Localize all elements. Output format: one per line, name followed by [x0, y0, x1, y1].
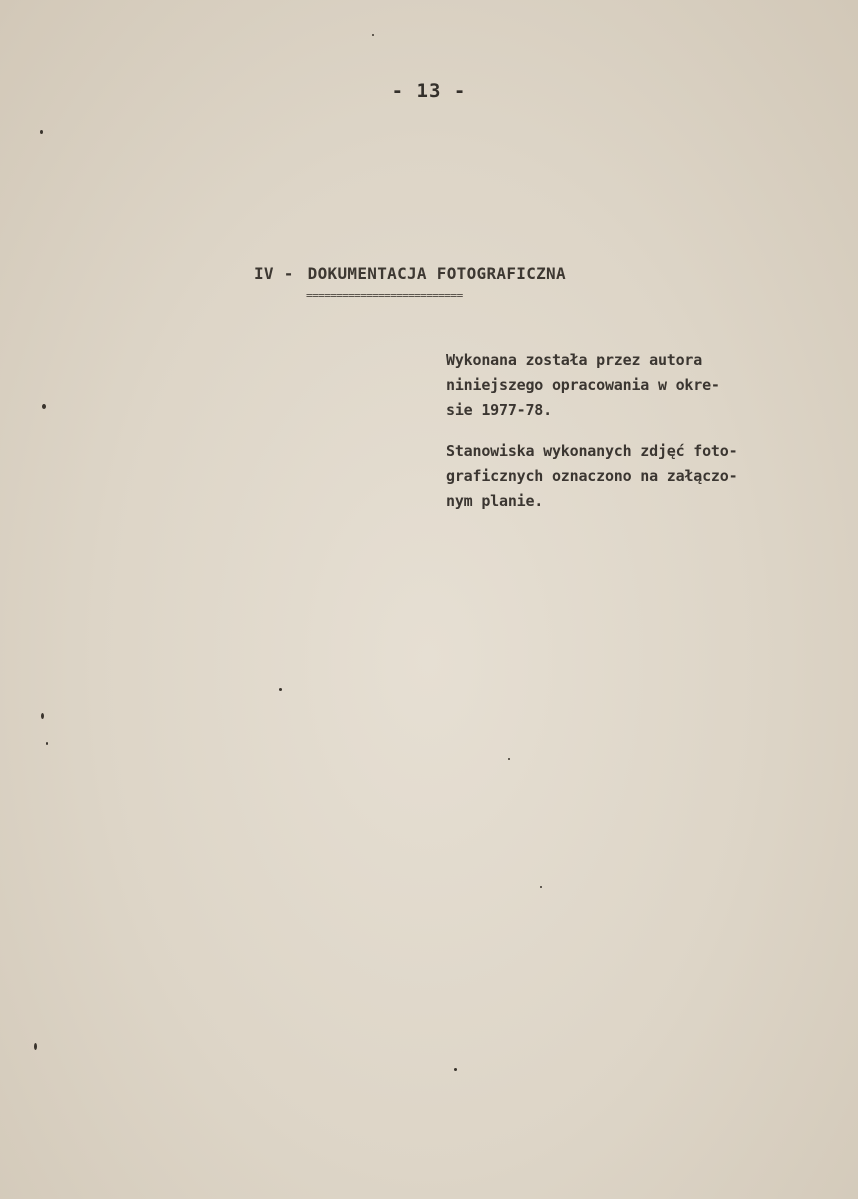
paragraph-line: sie 1977-78.: [446, 401, 552, 419]
paper-speck: [46, 742, 48, 745]
section-underline: ==========================: [306, 289, 463, 302]
paper-speck: [508, 758, 510, 760]
page-number: - 13 -: [391, 80, 467, 102]
paragraph-line: graficznych oznaczono na załączo-: [446, 467, 738, 485]
paper-speck: [34, 1043, 37, 1050]
paragraph-line: Wykonana została przez autora: [446, 351, 703, 369]
paper-speck: [40, 130, 43, 134]
paper-speck: [540, 886, 542, 888]
section-heading: [254, 264, 566, 283]
paragraph-photo-locations: [446, 439, 806, 514]
paragraph-line: nym planie.: [446, 492, 544, 510]
paragraph-line: niniejszego opracowania w okre-: [446, 376, 720, 394]
paragraph-photographer: [446, 348, 806, 423]
section-numeral: IV -: [254, 264, 294, 283]
paper-speck: [41, 713, 44, 719]
paragraph-line: Stanowiska wykonanych zdjęć foto-: [446, 442, 738, 460]
paper-speck: [42, 404, 46, 409]
section-title: DOKUMENTACJA FOTOGRAFICZNA: [307, 264, 566, 283]
paper-speck: [454, 1068, 457, 1071]
paper-speck: [372, 34, 374, 36]
paper-speck: [279, 688, 282, 691]
